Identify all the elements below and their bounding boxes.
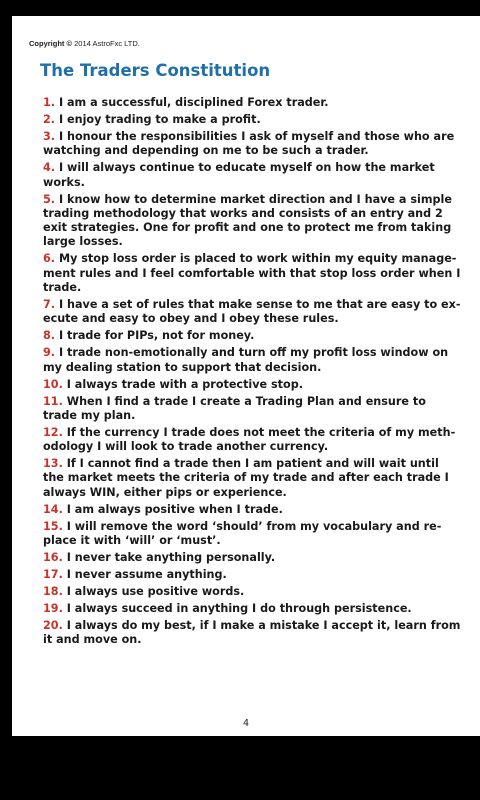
rule-text: When I find a trade I create a Trading Plan and ensure to trade my plan. bbox=[43, 394, 426, 422]
rule-text: I am always positive when I trade. bbox=[66, 502, 283, 516]
rule-number: 15. bbox=[43, 519, 63, 533]
rule-text: I always use positive words. bbox=[66, 584, 245, 598]
rule-item bbox=[43, 96, 463, 110]
rule-number: 9. bbox=[43, 346, 56, 360]
rule-text: I never take anything personally. bbox=[66, 550, 276, 564]
rule-item bbox=[43, 551, 463, 565]
rule-item bbox=[43, 298, 463, 327]
rule-number: 3. bbox=[43, 129, 56, 143]
rule-number: 5. bbox=[43, 192, 56, 206]
rule-item bbox=[43, 252, 463, 295]
rule-text: If I cannot find a trade then I am patient and will wait until the market meets the criteria of my trade and after each trade I always WIN, either pips or experience. bbox=[43, 457, 449, 499]
rule-number: 6. bbox=[43, 252, 56, 266]
rule-number: 1. bbox=[43, 96, 56, 109]
rule-item bbox=[43, 378, 463, 392]
rule-item bbox=[43, 520, 463, 549]
rules-list bbox=[43, 96, 463, 650]
rule-text: I will remove the word ‘should’ from my vocabulary and re-place it with ‘will’ or ‘must’. bbox=[43, 519, 442, 547]
document-page bbox=[12, 16, 480, 736]
rule-item bbox=[43, 585, 463, 599]
rule-number: 12. bbox=[43, 425, 63, 439]
rule-number: 17. bbox=[43, 567, 63, 581]
rule-text: I always trade with a protective stop. bbox=[66, 377, 303, 391]
rule-item bbox=[43, 193, 463, 250]
rule-number: 2. bbox=[43, 112, 56, 126]
rule-text: I enjoy trading to make a profit. bbox=[58, 112, 261, 126]
rule-number: 10. bbox=[43, 377, 63, 391]
rule-item bbox=[43, 457, 463, 500]
rule-text: I trade for PIPs, not for money. bbox=[58, 329, 255, 343]
rule-item bbox=[43, 113, 463, 127]
rule-item bbox=[43, 426, 463, 455]
rule-item bbox=[43, 130, 463, 159]
rule-number: 19. bbox=[43, 601, 63, 615]
rule-item bbox=[43, 619, 463, 648]
rule-number: 13. bbox=[43, 457, 63, 471]
rule-text: My stop loss order is placed to work within my equity manage-ment rules and I feel comfortable with that stop loss order when I trade. bbox=[43, 252, 461, 294]
rule-item bbox=[43, 602, 463, 616]
rule-number: 20. bbox=[43, 618, 63, 632]
rule-number: 8. bbox=[43, 329, 56, 343]
rule-text: I never assume anything. bbox=[66, 567, 227, 581]
rule-text: I always do my best, if I make a mistake I accept it, learn from it and move on. bbox=[43, 618, 461, 647]
rule-text: I have a set of rules that make sense to me that are easy to ex-ecute and easy to obey and I obey these rules. bbox=[43, 297, 461, 326]
rule-item bbox=[43, 329, 463, 343]
copyright-notice bbox=[29, 39, 140, 48]
copyright-label: Copyright © bbox=[29, 39, 73, 48]
rule-item bbox=[43, 395, 463, 424]
rule-number: 18. bbox=[43, 584, 63, 598]
rule-number: 11. bbox=[43, 394, 63, 408]
rule-number: 4. bbox=[43, 161, 56, 175]
rule-item bbox=[43, 568, 463, 582]
rule-item bbox=[43, 161, 463, 190]
page-number: 4 bbox=[242, 718, 250, 729]
page-title: The Traders Constitution bbox=[40, 61, 271, 80]
rule-item bbox=[43, 346, 463, 375]
rule-number: 16. bbox=[43, 550, 63, 564]
rule-text: I know how to determine market direction and I have a simple trading methodology that works and consists of an entry and 2 exit strategies. One for profit and one to protect me from taking large losses. bbox=[43, 192, 452, 249]
copyright-text: 2014 AstroFxc LTD. bbox=[74, 39, 140, 48]
rule-text: I always succeed in anything I do through persistence. bbox=[66, 601, 412, 615]
rule-text: I will always continue to educate myself on how the market works. bbox=[43, 161, 435, 189]
rule-item bbox=[43, 503, 463, 517]
rule-text: I trade non-emotionally and turn off my profit loss window on my dealing station to support that decision. bbox=[43, 346, 449, 374]
rule-text: If the currency I trade does not meet the criteria of my meth-odology I will look to trade another currency. bbox=[43, 425, 456, 454]
rule-text: I am a successful, disciplined Forex trader. bbox=[58, 96, 329, 109]
rule-number: 7. bbox=[43, 297, 56, 311]
rule-text: I honour the responsibilities I ask of myself and those who are watching and depending on me to be such a trader. bbox=[43, 129, 455, 158]
rule-number: 14. bbox=[43, 502, 63, 516]
